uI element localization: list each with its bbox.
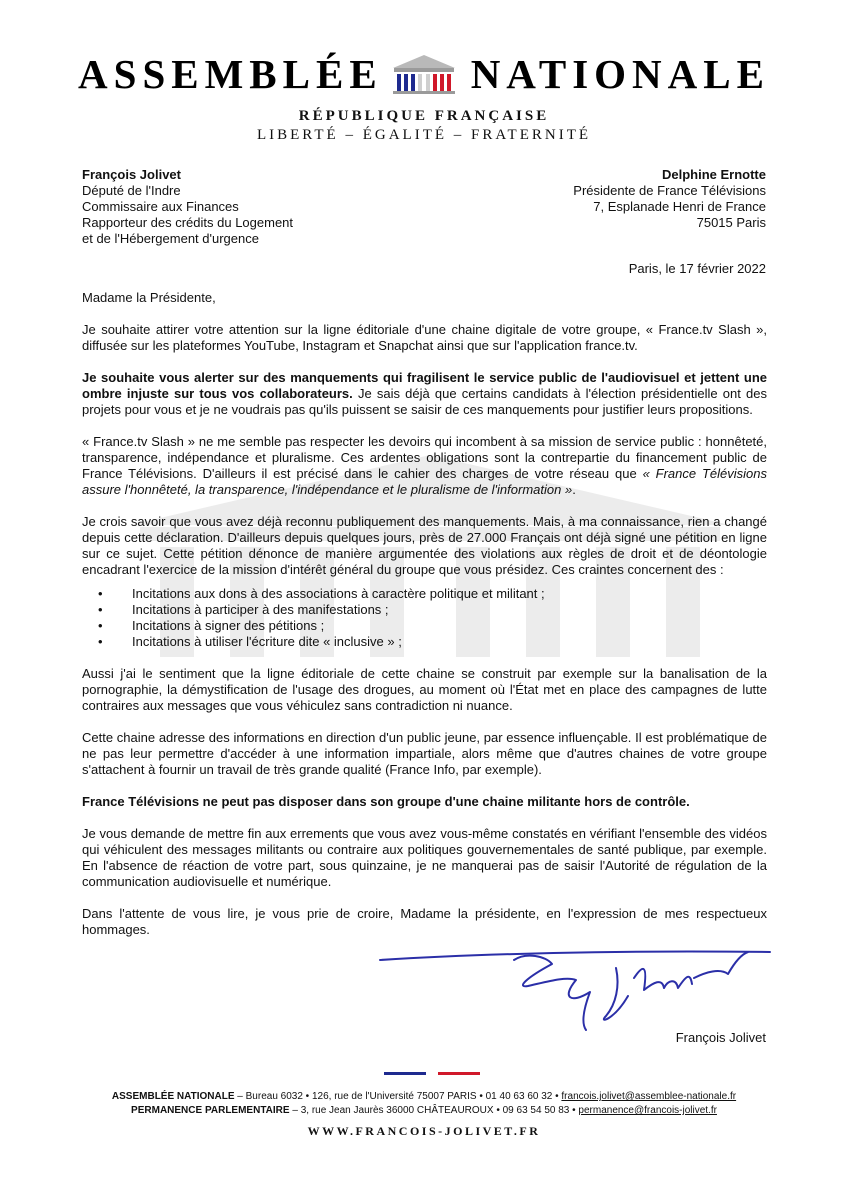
paragraph: Cette chaine adresse des informations en direction d'un public jeune, par essence influençable. Il est problématique de ne pas leur permettre d'accéder à une information impartiale, alors même que d'autres chaines de votre groupe s'attachent à fournir un travail de très grande qualité (France Info, par exemple). <box>82 730 767 777</box>
paragraph: Aussi j'ai le sentiment que la ligne éditoriale de cette chaine se construit par exemple sur la banalisation de la pornographie, la démystification de l'usage des drogues, au moment où l'État met en place des campagnes de lutte contraires aux messages que vous véhiculez sans contradiction ni nuance. <box>82 666 767 713</box>
paragraph: Je vous demande de mettre fin aux errements que vous avez vous-même constatés en vérifiant l'ensemble des vidéos qui véhiculent des messages militants ou contraire aux politiques gouvernementales de santé publique, par exemple. En l'absence de réaction de votre part, sous quinzaine, je ne manquerai pas de saisir l'Autorité de régulation de la communication audiovisuelle et numérique. <box>82 826 767 889</box>
list-item <box>82 602 767 618</box>
list-item-text: Incitations à participer à des manifestations ; <box>132 602 389 617</box>
sender-line: et de l'Hébergement d'urgence <box>82 231 259 246</box>
sender-line: Rapporteur des crédits du Logement <box>82 215 294 230</box>
recipient-name: Delphine Ernotte <box>661 167 766 182</box>
recipient-line: Présidente de France Télévisions <box>573 183 766 198</box>
letterhead-title <box>0 50 848 98</box>
list-item-text: Incitations aux dons à des associations à caractère politique et militant ; <box>132 586 545 601</box>
list-item <box>82 586 767 602</box>
footer-office-email-link[interactable]: francois.jolivet@assemblee-nationale.fr <box>561 1091 737 1102</box>
bullet-icon: • <box>98 602 103 617</box>
recipient-line: 7, Esplanade Henri de France <box>593 199 766 214</box>
bullet-icon: • <box>98 586 103 601</box>
motto: LIBERTÉ – ÉGALITÉ – FRATERNITÉ <box>256 127 592 143</box>
sender-line: Député de l'Indre <box>82 183 181 198</box>
closing: Dans l'attente de vous lire, je vous prie de croire, Madame la présidente, en l'expression de mes respectueux hommages. <box>82 906 767 937</box>
website-link[interactable]: WWW.FRANCOIS-JOLIVET.FR <box>307 1124 541 1138</box>
paragraph-quote: « France Télévisions assure l'honnêteté, la transparence, l'indépendance et le pluralisme de l'information » <box>82 466 767 497</box>
letterhead-word-right: NATIONALE <box>470 51 770 97</box>
recipient-line: 75015 Paris <box>696 215 766 230</box>
flag-stripe-red <box>438 1072 480 1075</box>
paragraph-bold: Je souhaite vous alerter sur des manquements qui fragilisent le service public de l'audiovisuel et jettent une ombre injuste sur tous vos collaborateurs. <box>82 370 767 401</box>
footer-office-text: – Bureau 6032 • 126, rue de l'Université 75007 PARIS • 01 40 63 60 32 • <box>234 1091 562 1102</box>
recipient-block <box>573 167 766 231</box>
sender-block <box>82 167 293 247</box>
letterhead <box>0 50 848 144</box>
sender-line: Commissaire aux Finances <box>82 199 239 214</box>
paragraph-text: « France.tv Slash » ne me semble pas respecter les devoirs qui incombent à sa mission de service public : honnêteté, transparence, indépendance et pluralisme. Ces ardentes obligations sont la contrepartie du financement public de France Télévisions. D'ailleurs il est précisé dans le cahier des charges de votre réseau que <box>82 434 767 481</box>
assemblee-building-logo-icon <box>391 53 457 95</box>
paragraph: Je souhaite attirer votre attention sur la ligne éditoriale d'une chaine digitale de votre groupe, « France.tv Slash », diffusée sur les plateformes YouTube, Instagram et Snapchat ainsi que sur l'application france.tv. <box>82 322 767 353</box>
paragraph <box>82 370 767 418</box>
sender-name: François Jolivet <box>82 167 181 182</box>
signer-name: François Jolivet <box>675 1030 766 1045</box>
letter-date: Paris, le 17 février 2022 <box>628 261 766 276</box>
paragraph <box>82 434 767 498</box>
letter-body <box>82 290 767 954</box>
footer-office-label: ASSEMBLÉE NATIONALE <box>111 1091 235 1102</box>
footer-line-office <box>0 1090 848 1104</box>
list-item <box>82 618 767 634</box>
bullet-icon: • <box>98 634 103 649</box>
list-item-text: Incitations à utiliser l'écriture dite « inclusive » ; <box>132 634 402 649</box>
paragraph-text: . <box>572 482 576 497</box>
paragraph-bold: France Télévisions ne peut pas disposer dans son groupe d'une chaine militante hors de contrôle. <box>82 794 690 809</box>
list-item-text: Incitations à signer des pétitions ; <box>132 618 325 633</box>
paragraph: Je crois savoir que vous avez déjà reconnu publiquement des manquements. Mais, à ma connaissance, rien a changé depuis cette déclaration. D'ailleurs depuis quelques jours, près de 27.000 Français ont déjà signé une pétition en ligne sur ce sujet. Cette pétition dénonce de manière argumentée des violations aux règles de droit et de déontologie encadrant l'exercice de la mission d'intérêt général du groupe que vous présidez. Ces craintes concernent des : <box>82 514 767 577</box>
footer-line-permanence <box>0 1104 848 1118</box>
republic-label: RÉPUBLIQUE FRANÇAISE <box>298 108 550 124</box>
flag-stripe-blue <box>384 1072 426 1075</box>
footer-permanence-text: – 3, rue Jean Jaurès 36000 CHÂTEAUROUX • 09 63 54 50 83 • <box>289 1105 579 1116</box>
paragraph-text: Je sais déjà que certains candidats à l'élection présidentielle ont des projets pour vous et je ne voudrais pas qu'ils puissent se saisir de ces manquements pour justifier leurs propositions. <box>82 386 768 417</box>
salutation: Madame la Présidente, <box>82 290 216 305</box>
footer-permanence-email-link[interactable]: permanence@francois-jolivet.fr <box>578 1105 717 1116</box>
bullet-icon: • <box>98 618 103 633</box>
concerns-list <box>82 586 767 650</box>
footer <box>0 1090 848 1118</box>
letterhead-word-left: ASSEMBLÉE <box>78 51 383 97</box>
handwritten-signature <box>376 938 776 1033</box>
list-item <box>82 634 767 650</box>
footer-permanence-label: PERMANENCE PARLEMENTAIRE <box>131 1105 290 1116</box>
